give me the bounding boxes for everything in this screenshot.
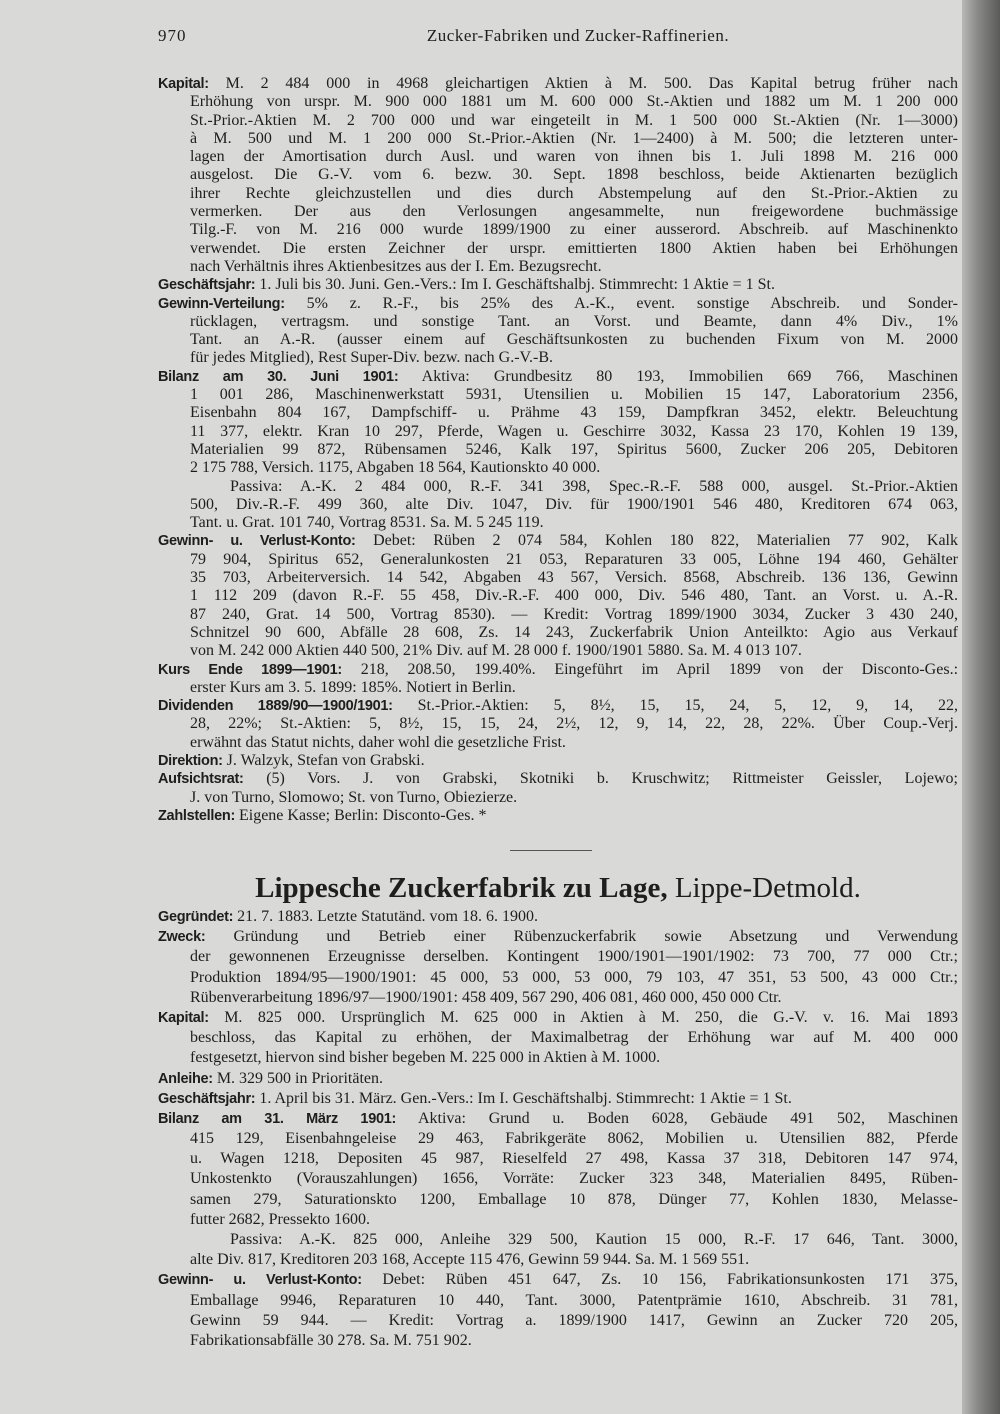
- line-text: ausgelost. Die G.-V. vom 6. bezw. 30. Sept. 1898 beschloss, beide Aktienarten bezüglich: [190, 166, 958, 184]
- text-line: [158, 697, 958, 715]
- passiva-paragraph: [158, 478, 958, 533]
- entry-label: Direktion:: [158, 752, 223, 769]
- entry-paragraph: [158, 368, 958, 478]
- text-line: [158, 642, 958, 660]
- line-text: rücklagen, vertragsm. und sonstige Tant. an Vorst. und Beamte, dann 4% Div., 1%: [190, 312, 958, 330]
- line-text: J. von Turno, Slomowo; St. von Turno, Obiezierze.: [190, 788, 518, 806]
- section-divider: [510, 850, 592, 851]
- line-text: 79 904, Spiritus 652, Generalunkosten 21 053, Reparaturen 33 005, Löhne 194 460, Gehälter: [190, 550, 958, 568]
- text-line: [158, 988, 958, 1008]
- line-text: Erhöhung von urspr. M. 900 000 1881 um M. 600 000 St.-Aktien und 1882 um M. 1 200 000: [190, 93, 958, 111]
- text-line: [158, 927, 958, 947]
- line-text: 415 129, Eisenbahngeleise 29 463, Fabrikgeräte 8062, Mobilien u. Utensilien 882, Pferde: [190, 1130, 958, 1148]
- company-name: Lippesche Zuckerfabrik zu Lage,: [255, 872, 668, 904]
- line-text: St.-Prior.-Aktien M. 2 700 000 und war eingeteilt in M. 1 500 000 St.-Aktien (Nr. 1—3000): [190, 111, 958, 129]
- line-text: Eisenbahn 804 167, Dampfschiff- u. Prähme 43 159, Dampfkran 3452, elektr. Beleuchtung: [190, 404, 958, 422]
- entry-paragraph: [158, 1270, 958, 1351]
- text-line: [158, 907, 958, 927]
- line-text: (5) Vors. J. von Grabski, Skotniki b. Kruschwitz; Rittmeister Geissler, Lojewo;: [266, 770, 958, 788]
- entry-label: Bilanz am 31. März 1901:: [158, 1110, 397, 1127]
- line-text: Tant. an A.-R. (ausser einem auf Geschäftsunkosten zu buchenden Fixum von M. 2000: [190, 331, 958, 349]
- line-text: 1 112 209 (davon R.-F. 55 458, Div.-R.-F. 400 000, Div. 546 480, Tant. an Vorst. u. A.-R.: [190, 587, 958, 605]
- line-text: Tant. u. Grat. 101 740, Vortrag 8531. Sa. M. 5 245 119.: [190, 514, 544, 532]
- line-text: Gewinn 59 944. — Kredit: Vortrag a. 1899/1900 1417, Gewinn an Zucker 720 205,: [190, 1311, 958, 1329]
- line-text: 5% z. R.-F., bis 25% des A.-K., event. sonstige Abschreib. und Sonder-: [306, 294, 958, 312]
- text-line: [158, 1331, 958, 1351]
- line-text: Materialien 99 872, Rübensamen 5246, Kalk 197, Spiritus 5600, Zucker 206 205, Debitoren: [190, 440, 958, 458]
- line-text: St.-Prior.-Aktien: 5, 8½, 15, 15, 24, 5, 12, 9, 14, 22,: [417, 697, 958, 715]
- text-line: [158, 532, 958, 550]
- line-text: Produktion 1894/95—1900/1901: 45 000, 53 000, 53 000, 79 103, 47 351, 53 500, 43 000 Ctr.;: [190, 968, 958, 986]
- entry-label: Kurs Ende 1899—1901:: [158, 661, 342, 678]
- adjacent-page-edge: [962, 0, 1000, 1414]
- line-text: 2 175 788, Versich. 1175, Abgaben 18 564, Kautionskto 40 000.: [190, 459, 601, 477]
- entry-label: Geschäftsjahr:: [158, 277, 256, 294]
- entry-paragraph: [158, 907, 958, 927]
- line-text: M. 2 484 000 in 4968 gleichartigen Aktien à M. 500. Das Kapital betrug früher nach: [225, 75, 958, 92]
- line-text: 218, 208.50, 199.40%. Eingeführt im April 1899 von der Disconto-Ges.:: [360, 660, 958, 678]
- entry-label: Kapital:: [158, 1009, 209, 1026]
- entry-paragraph: [158, 1008, 958, 1069]
- line-text: festgesetzt, hiervon sind bisher begeben M. 225 000 in Aktien à M. 1000.: [190, 1049, 661, 1067]
- line-text: 28, 22%; St.-Aktien: 5, 8½, 15, 15, 24, 2½, 12, 9, 14, 22, 28, 22%. Über Coup.-Verj.: [190, 715, 958, 733]
- text-line: [158, 715, 958, 733]
- passiva-paragraph: [158, 1230, 958, 1270]
- line-text: Unkostenkto (Vorauszahlungen) 1656, Vorräte: Zucker 323 348, Materialien 8495, Rüben-: [190, 1170, 958, 1188]
- line-text: Tilg.-F. von M. 216 000 wurde 1899/1900 zu einer ausserord. Abschreib. auf Maschinenkto: [190, 221, 958, 239]
- entry-paragraph: [158, 927, 958, 1008]
- line-text: für jedes Mitglied), Rest Super-Div. bezw. nach G.-V.-B.: [190, 349, 554, 367]
- text-line: [158, 349, 958, 367]
- line-text: Debet: Rüben 2 074 584, Kohlen 180 822, Materialien 77 902, Kalk: [373, 532, 958, 550]
- text-line: [158, 1230, 958, 1250]
- entry-paragraph: [158, 276, 958, 294]
- text-line: [158, 313, 958, 331]
- text-line: [158, 496, 958, 514]
- running-title: Zucker-Fabriken und Zucker-Raffinerien.: [426, 26, 730, 45]
- text-line: [158, 1089, 958, 1109]
- line-text: von M. 242 000 Aktien 440 500, 21% Div. auf M. 28 000 f. 1900/1901 5880. Sa. M. 4 013 107.: [190, 642, 802, 660]
- text-line: [158, 423, 958, 441]
- text-line: [158, 112, 958, 130]
- text-line: [158, 295, 958, 313]
- text-line: [158, 459, 958, 477]
- entry-label: Gewinn- u. Verlust-Konto:: [158, 533, 356, 550]
- text-line: [158, 606, 958, 624]
- line-text: Passiva: A.-K. 825 000, Anleihe 329 500, Kaution 15 000, R.-F. 17 646, Tant. 3000,: [230, 1231, 958, 1248]
- entry-label: Zweck:: [158, 929, 206, 946]
- entry-label: Dividenden 1889/90—1900/1901:: [158, 698, 393, 715]
- text-line: [158, 569, 958, 587]
- line-text: Eigene Kasse; Berlin: Disconto-Ges. *: [238, 806, 487, 824]
- entry-paragraph: [158, 532, 958, 660]
- line-text: Gründung und Betrieb einer Rübenzuckerfabrik sowie Absetzung und Verwendung: [233, 928, 958, 946]
- text-line: [158, 624, 958, 642]
- text-line: [158, 203, 958, 221]
- line-text: beschloss, das Kapital zu erhöhen, der Maximalbetrag der Erhöhung war auf M. 400 000: [190, 1029, 958, 1047]
- line-text: M. 825 000. Ursprünglich M. 625 000 in Aktien à M. 250, die G.-V. v. 16. Mai 1893: [224, 1008, 958, 1026]
- line-text: Debet: Rüben 451 647, Zs. 10 156, Fabrikationsunkosten 171 375,: [382, 1271, 958, 1289]
- line-text: u. Wagen 1218, Depositen 45 987, Rieselfeld 27 498, Kassa 37 318, Debitoren 147 974,: [190, 1150, 958, 1168]
- line-text: Emballage 9946, Reparaturen 10 440, Tant. 3000, Patentprämie 1610, Abschreib. 31 781,: [190, 1291, 958, 1309]
- line-text: erster Kurs am 3. 5. 1899: 185%. Notiert in Berlin.: [190, 678, 516, 696]
- text-line: [158, 331, 958, 349]
- text-line: [158, 276, 958, 294]
- text-line: [158, 1028, 958, 1048]
- text-line: [158, 947, 958, 967]
- line-text: 1 001 286, Maschinenwerkstatt 5931, Utensilien u. Mobilien 15 147, Laboratorium 2356,: [190, 386, 958, 404]
- entry-label: Zahlstellen:: [158, 807, 235, 824]
- line-text: 500, Div.-R.-F. 499 360, alte Div. 1047, Div. für 1900/1901 546 480, Kreditoren 674 063,: [190, 495, 958, 513]
- text-line: [158, 1190, 958, 1210]
- company-title: [158, 872, 958, 905]
- entry-label: Gewinn-Verteilung:: [158, 295, 285, 312]
- entry-label: Gewinn- u. Verlust-Konto:: [158, 1272, 362, 1289]
- text-line: [158, 514, 958, 532]
- text-line: [158, 789, 958, 807]
- text-line: [158, 240, 958, 258]
- text-line: [158, 386, 958, 404]
- text-line: [158, 1129, 958, 1149]
- line-text: nach Verhältnis ihres Aktienbesitzes aus der I. Em. Bezugsrecht.: [190, 257, 602, 275]
- text-line: [158, 1291, 958, 1311]
- text-line: [158, 1109, 958, 1129]
- line-text: 87 240, Grat. 14 500, Vortrag 8530). — Kredit: Vortrag 1899/1900 3034, Zucker 3 430 240,: [190, 605, 958, 623]
- line-text: 11 377, elektr. Kran 10 297, Pferde, Wagen u. Geschirre 3032, Kassa 23 170, Kohlen 19 139,: [190, 422, 958, 440]
- text-line: [158, 130, 958, 148]
- text-line: [158, 587, 958, 605]
- line-text: Passiva: A.-K. 2 484 000, R.-F. 341 398, Spec.-R.-F. 588 000, ausgel. St.-Prior.-Aktien: [230, 477, 958, 495]
- text-line: [158, 1270, 958, 1290]
- entry-paragraph: [158, 75, 958, 276]
- line-text: 1. April bis 31. März. Gen.-Vers.: Im I. Geschäftshalbj. Stimmrecht: 1 Aktie = 1 St.: [259, 1089, 792, 1107]
- entry-paragraph: [158, 661, 958, 698]
- line-text: lagen der Amortisation durch Ausl. und waren von ihnen bis 1. Juli 1898 M. 216 000: [190, 148, 958, 166]
- entry-label: Aufsichtsrat:: [158, 771, 244, 788]
- text-line: [158, 752, 958, 770]
- text-line: [158, 93, 958, 111]
- line-text: vermerken. Der aus den Verlosungen angesammelte, nun freigewordene buchmässige: [190, 203, 958, 221]
- text-line: [158, 478, 958, 496]
- text-line: [158, 75, 958, 93]
- entry-paragraph: [158, 1109, 958, 1230]
- text-line: [158, 1008, 958, 1028]
- company-entry-lippesche: [158, 907, 958, 1351]
- text-line: [158, 1311, 958, 1331]
- line-text: Rübenverarbeitung 1896/97—1900/1901: 458 409, 567 290, 406 081, 460 000, 450 000 Ctr.: [190, 988, 782, 1006]
- text-line: [158, 679, 958, 697]
- line-text: verwendet. Die ersten Zeichner der urspr. emittierten 1800 Aktien haben bei Erhöhungen: [190, 239, 958, 257]
- text-line: [158, 1250, 958, 1270]
- line-text: der gewonnenen Erzeugnisse derselben. Kontingent 1900/1901—1901/1902: 73 700, 77 000 Ctr.;: [190, 948, 958, 966]
- entry-paragraph: [158, 770, 958, 807]
- page-number: 970: [158, 26, 187, 45]
- line-text: Fabrikationsabfälle 30 278. Sa. M. 751 902.: [190, 1331, 472, 1349]
- line-text: alte Div. 817, Kreditoren 203 168, Accepte 115 476, Gewinn 59 944. Sa. M. 1 569 551.: [190, 1251, 750, 1269]
- text-line: [158, 166, 958, 184]
- entry-paragraph: [158, 752, 958, 770]
- text-line: [158, 770, 958, 788]
- line-text: J. Walzyk, Stefan von Grabski.: [226, 751, 425, 769]
- text-line: [158, 551, 958, 569]
- line-text: 35 703, Arbeiterversich. 14 542, Abgaben 43 567, Versich. 8568, Abschreib. 136 136, Gewinn: [190, 569, 958, 587]
- text-line: [158, 1210, 958, 1230]
- line-text: ihrer Rechte gleichzustellen und dies durch Abstempelung auf den St.-Prior.-Aktien zu: [190, 184, 958, 202]
- text-line: [158, 221, 958, 239]
- company-location: Lippe-Detmold.: [674, 872, 861, 904]
- text-line: [158, 441, 958, 459]
- entry-paragraph: [158, 1069, 958, 1089]
- text-line: [158, 185, 958, 203]
- running-header: [158, 26, 958, 48]
- text-line: [158, 368, 958, 386]
- entry-paragraph: [158, 807, 958, 825]
- text-line: [158, 734, 958, 752]
- text-line: [158, 404, 958, 422]
- text-line: [158, 807, 958, 825]
- line-text: Schnitzel 90 600, Abfälle 28 608, Zs. 14 243, Zuckerfabrik Union Anteilkto: Agio aus Verkauf: [190, 623, 958, 641]
- line-text: samen 279, Saturationskto 1200, Emballage 10 878, Dünger 77, Kohlen 1830, Melasse-: [190, 1190, 958, 1208]
- line-text: 1. Juli bis 30. Juni. Gen.-Vers.: Im I. Geschäftshalbj. Stimmrecht: 1 Aktie = 1 St.: [259, 276, 775, 294]
- entry-label: Anleihe:: [158, 1070, 213, 1087]
- text-line: [158, 1149, 958, 1169]
- line-text: Aktiva: Grund u. Boden 6028, Gebäude 491 502, Maschinen: [417, 1109, 958, 1127]
- text-line: [158, 1048, 958, 1068]
- text-line: [158, 968, 958, 988]
- text-line: [158, 661, 958, 679]
- line-text: Aktiva: Grundbesitz 80 193, Immobilien 669 766, Maschinen: [421, 367, 958, 385]
- entry-paragraph: [158, 295, 958, 368]
- text-line: [158, 148, 958, 166]
- line-text: futter 2682, Pressekto 1600.: [190, 1210, 370, 1228]
- line-text: M. 329 500 in Prioritäten.: [216, 1069, 384, 1087]
- line-text: 21. 7. 1883. Letzte Statutänd. vom 18. 6. 1900.: [237, 908, 538, 925]
- text-line: [158, 258, 958, 276]
- text-line: [158, 1169, 958, 1189]
- entry-label: Gegründet:: [158, 909, 234, 925]
- entry-paragraph: [158, 1089, 958, 1109]
- line-text: erwähnt das Statut nichts, daher wohl die gesetzliche Frist.: [190, 733, 566, 751]
- entry-label: Geschäftsjahr:: [158, 1090, 256, 1107]
- entry-label: Bilanz am 30. Juni 1901:: [158, 368, 399, 385]
- text-line: [158, 1069, 958, 1089]
- company-entry-previous: [158, 75, 958, 825]
- entry-label: Kapital:: [158, 76, 209, 92]
- line-text: à M. 500 und M. 1 200 000 St.-Prior.-Aktien (Nr. 1—2400) à M. 500; die letzteren unter-: [190, 129, 958, 147]
- entry-paragraph: [158, 697, 958, 752]
